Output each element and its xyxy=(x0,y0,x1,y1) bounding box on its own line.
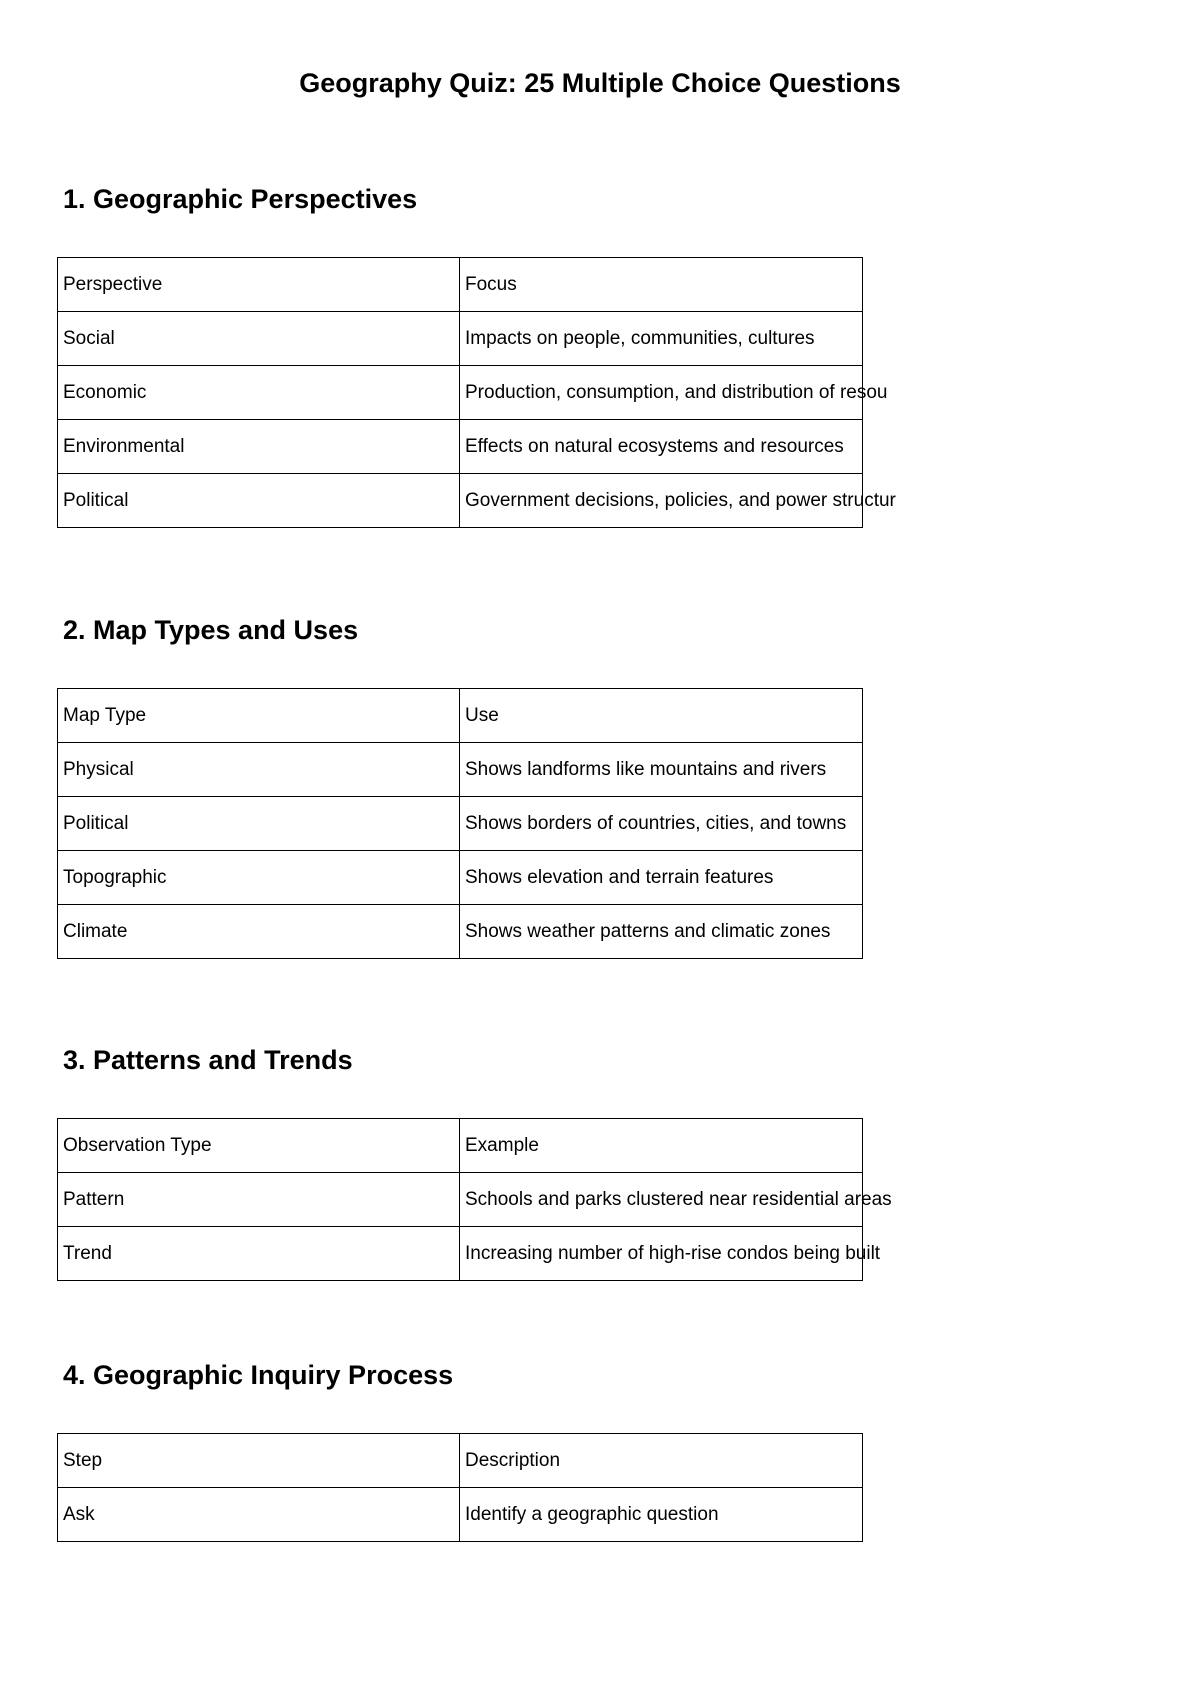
table-header-row xyxy=(58,258,863,312)
document-title: Geography Quiz: 25 Multiple Choice Questions xyxy=(299,68,901,98)
header-cell: Use xyxy=(460,689,863,743)
table-cell: Economic xyxy=(58,366,460,420)
table-row xyxy=(58,1227,863,1281)
table-cell: Shows weather patterns and climatic zones xyxy=(460,905,863,959)
table-row xyxy=(58,1173,863,1227)
table-row xyxy=(58,797,863,851)
table-header-row xyxy=(58,689,863,743)
table-row xyxy=(58,905,863,959)
table-patterns-trends xyxy=(57,1118,892,1281)
table-cell: Environmental xyxy=(58,420,460,474)
table-row xyxy=(58,312,863,366)
table-cell: Production, consumption, and distribution of resou xyxy=(460,366,863,420)
table-cell: Shows elevation and terrain features xyxy=(460,851,863,905)
table-row xyxy=(58,1488,863,1542)
table-cell: Political xyxy=(58,474,460,528)
table-row xyxy=(58,851,863,905)
table-header-row xyxy=(58,1119,863,1173)
section-heading-geographic-perspectives: 1. Geographic Perspectives xyxy=(63,184,418,214)
table-cell: Schools and parks clustered near residential areas xyxy=(460,1173,863,1227)
table-row xyxy=(58,366,863,420)
table-cell: Physical xyxy=(58,743,460,797)
table-cell: Impacts on people, communities, cultures xyxy=(460,312,863,366)
table-cell: Climate xyxy=(58,905,460,959)
header-cell: Map Type xyxy=(58,689,460,743)
table-cell: Increasing number of high-rise condos being built xyxy=(460,1227,863,1281)
header-cell: Example xyxy=(460,1119,863,1173)
table-cell: Pattern xyxy=(58,1173,460,1227)
table-cell: Effects on natural ecosystems and resources xyxy=(460,420,863,474)
table-cell: Shows borders of countries, cities, and towns xyxy=(460,797,863,851)
table-row xyxy=(58,474,863,528)
table-cell: Trend xyxy=(58,1227,460,1281)
section-heading-inquiry-process: 4. Geographic Inquiry Process xyxy=(63,1360,454,1390)
table-header-row xyxy=(58,1434,863,1488)
header-cell: Perspective xyxy=(58,258,460,312)
table-cell: Political xyxy=(58,797,460,851)
section-heading-map-types: 2. Map Types and Uses xyxy=(63,615,359,645)
table-cell: Ask xyxy=(58,1488,460,1542)
table-inquiry-process xyxy=(57,1433,863,1542)
table-cell: Identify a geographic question xyxy=(460,1488,863,1542)
table-cell: Social xyxy=(58,312,460,366)
header-cell: Focus xyxy=(460,258,863,312)
table-cell: Government decisions, policies, and power structur xyxy=(460,474,863,528)
table-row xyxy=(58,420,863,474)
table-cell: Shows landforms like mountains and rivers xyxy=(460,743,863,797)
table-map-types xyxy=(57,688,863,959)
table-geographic-perspectives xyxy=(57,257,896,528)
section-heading-patterns-trends: 3. Patterns and Trends xyxy=(63,1045,353,1075)
table-cell: Topographic xyxy=(58,851,460,905)
header-cell: Observation Type xyxy=(58,1119,460,1173)
header-cell: Step xyxy=(58,1434,460,1488)
header-cell: Description xyxy=(460,1434,863,1488)
table-row xyxy=(58,743,863,797)
